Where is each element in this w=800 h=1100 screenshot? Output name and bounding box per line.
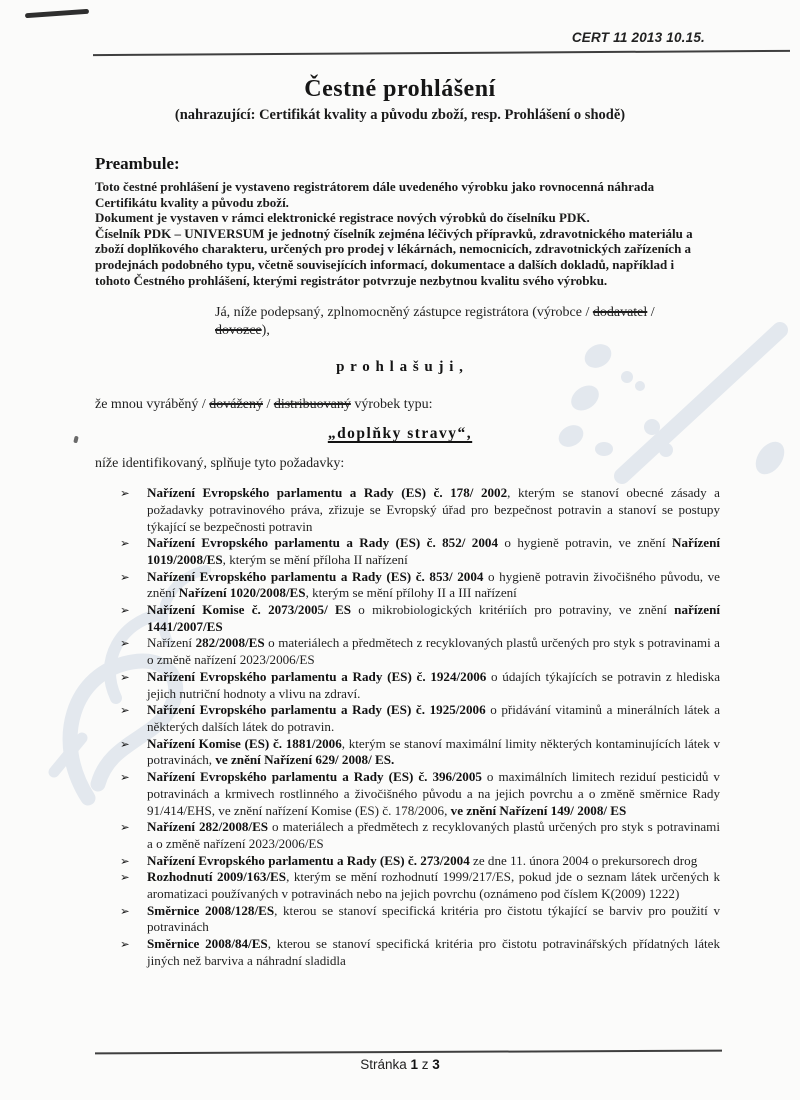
header-note: CERT 11 2013 10.15. [571, 30, 705, 45]
text-segment: Nařízení 1020/2008/ES [178, 585, 306, 601]
text-segment: Směrnice 2008/128/ES [147, 902, 275, 918]
requirement-item [120, 702, 720, 735]
text-segment: Rozhodnutí 2009/163/ES [147, 869, 287, 885]
preambule-section [95, 154, 705, 288]
text-segment: Nařízení Evropského parlamentu a Rady (ES) č. 853/ 2004 [147, 568, 484, 584]
text-segment: o mikrobiologických kritériích pro potraviny, ve znění [351, 602, 675, 618]
requirement-item [120, 569, 720, 602]
product-type-text: „doplňky stravy“, [327, 425, 473, 443]
requirement-text [147, 819, 720, 852]
text-segment: o hygieně potravin živočišného původu, ve znění [147, 568, 720, 601]
preambule-heading: Preambule: [95, 154, 180, 173]
requirement-item [120, 602, 720, 635]
text-segment: Nařízení Evropského parlamentu a Rady (ES) č. 1925/2006 [147, 702, 486, 718]
text-segment: dovozce [215, 323, 262, 339]
header-rule [93, 50, 790, 56]
text-segment: z [418, 1057, 433, 1072]
requirement-item [120, 936, 720, 969]
text-segment: nařízení 1441/2007/ES [147, 602, 720, 634]
text-segment: Nařízení Evropského parlamentu a Rady (ES) č. 178/ 2002 [147, 485, 508, 501]
arrow-bullet-icon: ➢ [120, 736, 130, 751]
scan-corner-mark [25, 9, 89, 18]
requirement-item [120, 819, 720, 852]
text-segment: , kterou se stanoví specifická kritéria pro čistotu potravinářských přídatných látek jiných než barviva a náhradní sladidla [147, 936, 721, 968]
arrow-bullet-icon: ➢ [120, 937, 130, 952]
text-segment: ve znění Nařízení 629/ 2008/ ES. [215, 752, 395, 768]
text-segment: 282/2008/ES [195, 635, 265, 651]
text-segment: Nařízení Evropského parlamentu a Rady (ES) č. 852/ 2004 [147, 535, 498, 551]
page-title: Čestné prohlášení [304, 76, 496, 102]
requirement-text [147, 936, 720, 969]
requirement-text [147, 869, 720, 902]
requirement-text [147, 535, 720, 568]
arrow-bullet-icon: ➢ [120, 536, 130, 551]
text-segment: , kterým se mění rozhodnutí 1999/217/ES, pokud jde o seznam látek určených k aromatizaci používaných v potravinách nebo na jejich povrchu (oznámeno pod číslem K(2009) 1222) [147, 869, 720, 902]
text-segment: , kterým se mění příloha II nařízení [222, 551, 408, 567]
text-segment: Nařízení Komise (ES) č. 1881/2006 [147, 735, 342, 751]
declaration-verb: p r o h l a š u j i , [336, 359, 464, 376]
arrow-bullet-icon: ➢ [120, 820, 130, 835]
declaration-intro [215, 304, 705, 340]
page-subtitle: (nahrazující: Certifikát kvality a původu zboží, resp. Prohlášení o shodě) [174, 107, 626, 123]
text-segment: o materiálech a předmětech z recyklovaných plastů určených pro styk s potravinami a o změně nařízení 2023/2006/ES [147, 819, 720, 851]
text-segment: ze dne 11. února 2004 o prekursorech drog [469, 852, 698, 868]
text-segment: dodavatel [592, 305, 648, 321]
arrow-bullet-icon: ➢ [120, 669, 130, 684]
requirement-text [147, 853, 720, 870]
requirement-item [120, 769, 720, 819]
arrow-bullet-icon: ➢ [120, 603, 130, 618]
text-segment: o údajích týkajících se potravin z hlediska jejich nutriční hodnoty a vlivu na zdraví. [147, 668, 720, 701]
text-segment: distribuovaný [273, 397, 351, 413]
text-segment: Nařízení Evropského parlamentu a Rady (ES) č. 273/2004 [147, 852, 470, 868]
text-segment: o hygieně potravin, ve znění [498, 535, 672, 551]
requirement-item [120, 635, 720, 668]
requirement-text [147, 602, 720, 635]
text-segment: Nařízení 282/2008/ES [147, 819, 269, 835]
requirements-intro: níže identifikovaný, splňuje tyto požadavky: [95, 456, 345, 472]
product-type-line [95, 397, 705, 413]
requirement-item [120, 669, 720, 702]
arrow-bullet-icon: ➢ [120, 486, 130, 501]
arrow-bullet-icon: ➢ [120, 853, 130, 868]
requirement-item [120, 736, 720, 769]
requirement-text [147, 635, 720, 668]
requirement-text [147, 903, 720, 936]
text-segment: , kterou se stanoví specifická kritéria pro čistotu týkající se barviv pro použití v potravinách [147, 902, 720, 935]
text-segment: Nařízení Evropského parlamentu a Rady (ES) č. 396/2005 [147, 769, 482, 785]
text-segment: 3 [432, 1057, 440, 1072]
requirement-text [147, 669, 720, 702]
requirement-text [147, 485, 720, 535]
preambule-paragraph: Dokument je vystaven v rámci elektronické registrace nových výrobků do číselníku PDK. [95, 210, 590, 226]
arrow-bullet-icon: ➢ [120, 770, 130, 785]
text-segment: , kterým se stanoví obecné zásady a požadavky potravinového práva, zřizuje se Evropský úřad pro bezpečnost potravin a stanoví se postupy týkající se bezpečnosti potravin [147, 485, 720, 534]
preambule-paragraph: Toto čestné prohlášení je vystaveno registrátorem dále uvedeného výrobku jako rovnocenná náhrada Certifikátu kvality a původu zboží. [95, 179, 655, 210]
text-segment: 1 [410, 1057, 418, 1072]
text-segment: o materiálech a předmětech z recyklovaných plastů určených pro styk s potravinami a o změně nařízení 2023/2006/ES [147, 635, 720, 668]
text-segment: ), [261, 323, 270, 339]
requirement-item [120, 903, 720, 936]
text-segment: , kterým se mění přílohy II a III nařízení [305, 585, 517, 601]
text-segment: Já, níže podepsaný, zplnomocněný zástupce registrátora (výrobce / [215, 305, 593, 321]
text-segment: o přidávání vitaminů a minerálních látek a některých dalších látek do potravin. [147, 702, 721, 734]
arrow-bullet-icon: ➢ [120, 870, 130, 885]
text-segment: , kterým se stanoví maximální limity některých kontaminujících látek v potravinách, [147, 735, 721, 768]
text-segment: o maximálních limitech reziduí pesticidů v potravinách a krmivech rostlinného a živočišného původu a na jejich povrchu a o změně směrnice Rady 91/414/EHS, ve znění nařízení Komise (ES) č. 178/2006, [147, 769, 720, 818]
requirement-text [147, 569, 720, 602]
text-segment: / [647, 305, 655, 321]
text-segment: Nařízení Komise č. 2073/2005/ ES [147, 602, 352, 618]
text-segment: ve znění Nařízení 149/ 2008/ ES [450, 802, 627, 818]
arrow-bullet-icon: ➢ [120, 703, 130, 718]
arrow-bullet-icon: ➢ [120, 903, 130, 918]
requirement-item [120, 869, 720, 902]
text-segment: Nařízení [147, 635, 196, 651]
text-segment: / [262, 397, 274, 413]
requirement-item [120, 535, 720, 568]
arrow-bullet-icon: ➢ [120, 636, 130, 651]
requirement-text [147, 702, 720, 735]
product-type [0, 425, 800, 443]
text-segment: Nařízení Evropského parlamentu a Rady (ES) č. 1924/2006 [147, 668, 487, 684]
text-segment: Stránka [360, 1057, 411, 1072]
text-segment: dovážený [209, 397, 263, 413]
text-segment: výrobek typu: [350, 397, 433, 413]
requirement-text [147, 736, 720, 769]
text-segment: Směrnice 2008/84/ES [147, 936, 268, 952]
text-segment: že mnou vyráběný / [95, 397, 210, 413]
arrow-bullet-icon: ➢ [120, 569, 130, 584]
requirement-item [120, 853, 720, 870]
requirements-list [120, 485, 720, 969]
text-segment: Nařízení 1019/2008/ES [147, 535, 720, 567]
requirement-item [120, 485, 720, 535]
page-number [0, 1057, 800, 1072]
preambule-paragraph: Číselník PDK – UNIVERSUM je jednotný číselník zejména léčivých přípravků, zdravotnického materiálu a zboží doplňkového charakteru, určených pro prodej v lékárnách, nemocnicích, zdravotnických zařízeních a prodejnách podobného typu, včetně souvisejících informací, dokumentace a dalších dokladů, například i tohoto Čestného prohlášení, kterými registrátor potvrzuje nezbytnou kvalitu svého výrobku. [95, 225, 693, 288]
footer-rule [95, 1050, 722, 1055]
requirement-text [147, 769, 720, 819]
